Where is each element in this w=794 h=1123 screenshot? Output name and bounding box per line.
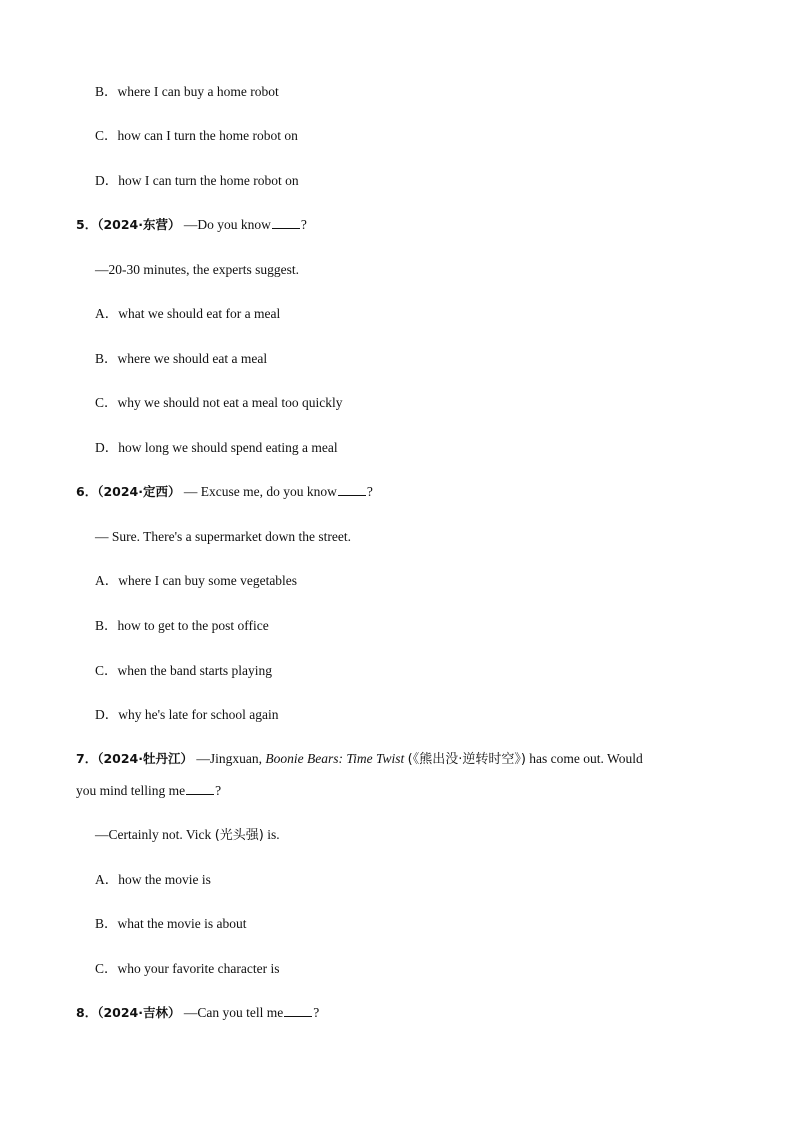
option-text: where I can buy a home robot xyxy=(117,84,279,99)
q7-option-b xyxy=(95,915,247,933)
q5-option-a xyxy=(95,305,280,323)
question-prompt-end: ? xyxy=(366,484,373,499)
question-prompt-end: ? xyxy=(300,217,307,232)
option-letter: A． xyxy=(95,306,119,321)
q5-response: —20-30 minutes, the experts suggest. xyxy=(95,262,299,277)
option-letter: D． xyxy=(95,440,119,455)
question-prompt: —Can you tell me xyxy=(183,1005,284,1020)
question-number: 8． xyxy=(76,1005,98,1020)
question-source: （2024·吉林） xyxy=(97,1005,181,1020)
q6-option-b xyxy=(95,617,269,635)
option-text: how long we should spend eating a meal xyxy=(118,440,338,455)
response-text: —Certainly not. Vick xyxy=(95,827,212,842)
option-text: where I can buy some vegetables xyxy=(118,573,298,588)
question-source: （2024·牡丹江） xyxy=(97,751,193,766)
option-letter: A． xyxy=(95,872,119,887)
question-number: 6． xyxy=(76,484,98,499)
q6-stem xyxy=(76,483,373,501)
response-end: is. xyxy=(267,827,280,842)
question-prompt: —Jingxuan, xyxy=(196,751,262,766)
option-letter: B． xyxy=(95,351,118,366)
q4-option-c xyxy=(95,127,298,145)
option-text: who your favorite character is xyxy=(117,961,280,976)
question-source: （2024·定西） xyxy=(97,484,181,499)
option-text: what we should eat for a meal xyxy=(118,306,281,321)
question-prompt-mid: has come out. Would xyxy=(529,751,643,766)
question-prompt-line2: you mind telling me xyxy=(76,783,186,798)
q7-response xyxy=(95,826,280,845)
q7-stem-line1 xyxy=(76,750,643,769)
option-letter: A． xyxy=(95,573,119,588)
option-text: what the movie is about xyxy=(117,916,247,931)
q5-option-d xyxy=(95,439,338,457)
response-chinese: (光头强) xyxy=(214,828,264,843)
question-source: （2024·东营） xyxy=(97,217,181,232)
q8-stem xyxy=(76,1004,319,1022)
option-text: how can I turn the home robot on xyxy=(117,128,298,143)
option-text: how I can turn the home robot on xyxy=(118,173,299,188)
option-letter: C． xyxy=(95,395,118,410)
movie-title-chinese: (《熊出没·逆转时空》) xyxy=(407,752,526,767)
option-text: how to get to the post office xyxy=(117,618,269,633)
q7-option-a xyxy=(95,871,211,889)
option-text: why he's late for school again xyxy=(118,707,279,722)
option-letter: C． xyxy=(95,961,118,976)
movie-title: Boonie Bears: Time Twist xyxy=(265,751,405,766)
question-number: 5． xyxy=(76,217,98,232)
q6-response: — Sure. There's a supermarket down the street. xyxy=(95,529,351,544)
answer-blank xyxy=(186,782,214,795)
q5-stem xyxy=(76,216,307,234)
answer-blank xyxy=(284,1004,312,1017)
q5-option-c xyxy=(95,394,342,412)
option-letter: C． xyxy=(95,663,118,678)
option-letter: D． xyxy=(95,173,119,188)
answer-blank xyxy=(272,216,300,229)
q6-option-a xyxy=(95,572,297,590)
option-letter: C． xyxy=(95,128,118,143)
option-text: when the band starts playing xyxy=(117,663,272,678)
option-letter: B． xyxy=(95,84,118,99)
question-prompt-end: ? xyxy=(313,1005,320,1020)
question-number: 7． xyxy=(76,751,98,766)
q6-option-c xyxy=(95,662,272,680)
question-prompt-end: ? xyxy=(215,783,222,798)
option-text: how the movie is xyxy=(118,872,211,887)
q7-option-c xyxy=(95,960,279,978)
option-letter: D． xyxy=(95,707,119,722)
option-letter: B． xyxy=(95,618,118,633)
q7-stem-line2 xyxy=(76,782,221,800)
option-letter: B． xyxy=(95,916,118,931)
q5-option-b xyxy=(95,350,267,368)
q4-option-d xyxy=(95,172,299,190)
option-text: why we should not eat a meal too quickly xyxy=(117,395,343,410)
question-prompt: —Do you know xyxy=(183,217,271,232)
q4-option-b xyxy=(95,83,279,101)
question-prompt: — Excuse me, do you know xyxy=(183,484,337,499)
q6-option-d xyxy=(95,706,279,724)
option-text: where we should eat a meal xyxy=(117,351,268,366)
answer-blank xyxy=(338,483,366,496)
